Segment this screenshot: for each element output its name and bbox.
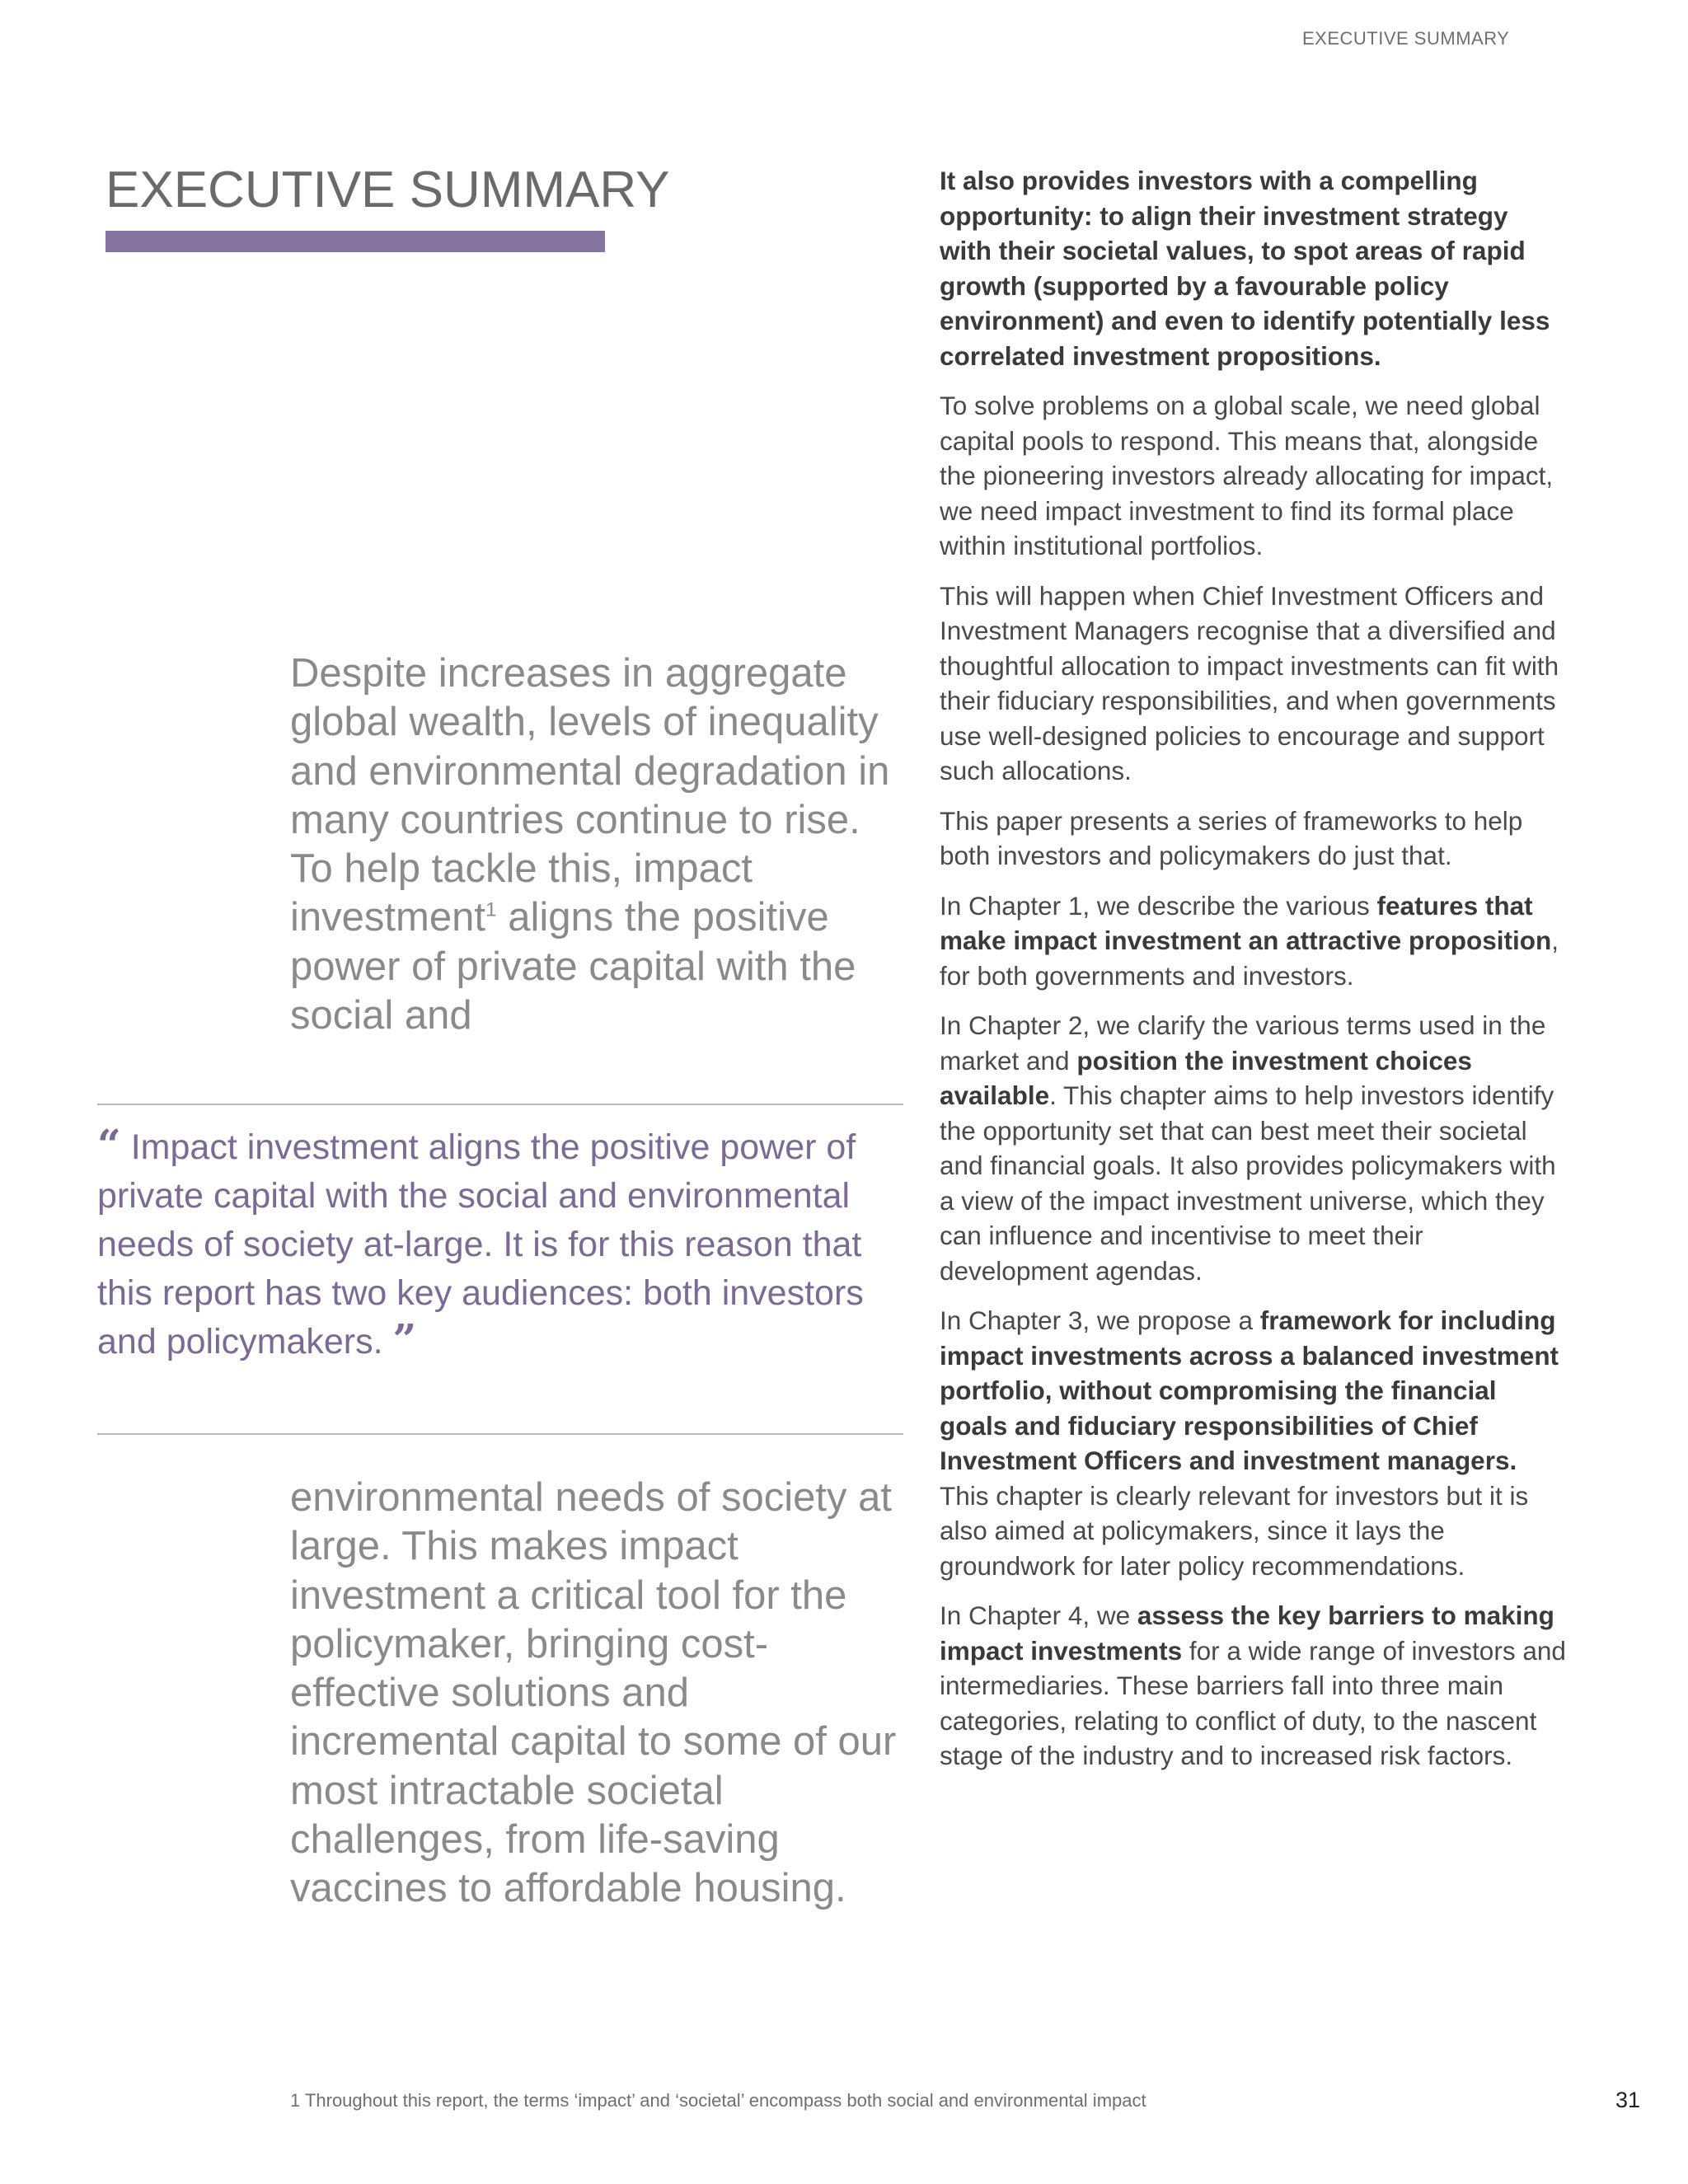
chapter-2-paragraph [940,1008,1566,1288]
chapter-4-text: In Chapter 4, we [940,1601,1137,1630]
close-quote-mark: ” [392,1315,417,1363]
chapter-4-text-end: for a wide range of investors and intermediaries. These barriers fall into three main categories, relating to conflict of duty, to the nascent stage of the industry and to increased risk factors. [940,1635,1566,1770]
chapter-4-paragraph [940,1598,1566,1774]
chapter-4-emphasis: assess the key barriers to making impact investments [940,1601,1554,1666]
footnote-reference[interactable]: 1 [485,899,497,922]
chapter-3-text-end: This chapter is clearly relevant for investors but it is also aimed at policymakers, since it lays the groundwork for later policy recommendations. [940,1480,1529,1581]
lead-text-continued: environmental needs of society at large. This makes impact investment a critical tool for the policymaker, bringing cost-effective solutions and incremental capital to some of our most intractable societal challenges, from life-saving vaccines to affordable housing. [290,1475,897,1911]
chapter-3-text: In Chapter 3, we propose a [940,1305,1260,1335]
chapter-1-emphasis: features that make impact investment an attractive proposition [940,890,1552,955]
body-paragraph-4: This paper presents a series of frameworks to help both investors and policymakers do just that. [940,805,1523,870]
chapter-2-text: In Chapter 2, we clarify the various terms used in the market and [940,1010,1546,1076]
chapter-1-paragraph [940,888,1566,994]
chapter-3-paragraph [940,1303,1566,1583]
pull-quote [97,1104,903,1435]
title-accent-bar [106,231,605,252]
open-quote-mark: “ [97,1120,121,1169]
chapter-3-emphasis: framework for including impact investments across a balanced investment portfolio, without compromising the financial goals and fiduciary responsibilities of Chief Investment Officers and investment managers. [940,1305,1559,1475]
lead-text-a: Despite increases in aggregate global wealth, levels of inequality and environmental degradation in many countries continue to rise. To help tackle this, impact investment [290,651,890,940]
body-paragraph-3: This will happen when Chief Investment Officers and Investment Managers recognise that a diversified and thoughtful allocation to impact investments can fit with their fiduciary responsibilities, and when governments use well-designed policies to encourage and support such allocations. [940,580,1559,785]
body-intro-bold: It also provides investors with a compelling opportunity: to align their investment strategy with their societal values, to spot areas of rapid growth (supported by a favourable policy environment) and even to identify potentially less correlated investment propositions. [940,166,1550,371]
chapter-2-emphasis: position the investment choices available [940,1045,1472,1110]
lead-paragraph-part1 [290,649,900,1040]
chapter-1-text-end: , for both governments and investors. [940,926,1559,991]
footnote: 1 Throughout this report, the terms ‘impact’ and ‘societal’ encompass both social and environmental impact [290,2090,1146,2111]
body-paragraph-2: To solve problems on a global scale, we need global capital pools to respond. This means that, alongside the pioneering investors already allocating for impact, we need impact investment to find its formal place within institutional portfolios. [940,391,1554,560]
body-column [940,163,1566,1788]
lead-text-b: aligns the positive power of private capital with the social and [290,895,856,1038]
chapter-1-text: In Chapter 1, we describe the various [940,890,1377,921]
lead-paragraph-part2 [290,1474,900,1914]
page-number: 31 [1615,2088,1640,2112]
pull-quote-text: Impact investment aligns the positive power of private capital with the social and environmental needs of society at-large. It is for this reason that this report has two key audiences: both investors and policymakers. [97,1127,864,1361]
page-title: EXECUTIVE SUMMARY [106,162,670,218]
running-header: EXECUTIVE SUMMARY [1302,28,1510,49]
chapter-2-text-end: . This chapter aims to help investors identify the opportunity set that can best meet their societal and financial goals. It also provides policymakers with a view of the impact investment universe, which they can influence and incentivise to meet their development agendas. [940,1080,1556,1286]
